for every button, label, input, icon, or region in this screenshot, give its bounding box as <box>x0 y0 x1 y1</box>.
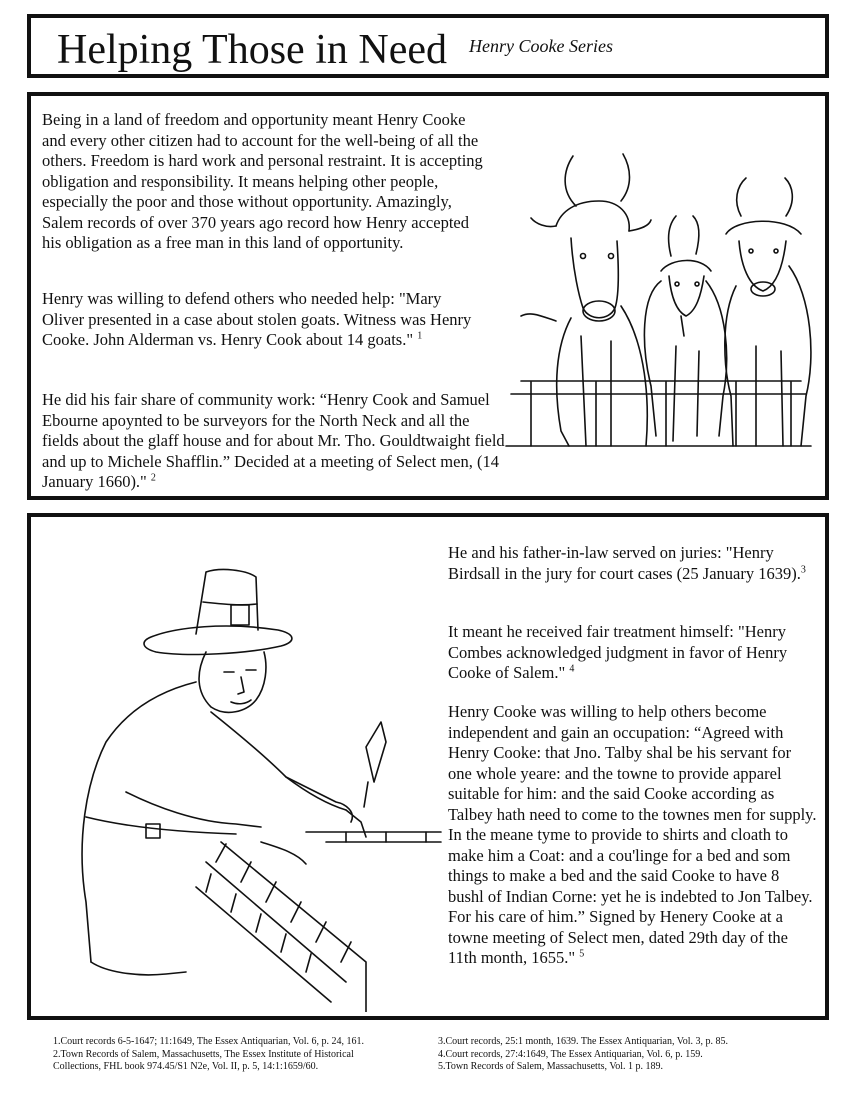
jury-paragraph: He and his father-in-law served on juries: "Henry Birdsall in the jury for court cases (25 January 1639).$^3$ <box>448 543 806 583</box>
title-banner <box>27 14 829 78</box>
footnote-ref-3: 3 <box>800 564 806 575</box>
judgment-paragraph: It meant he received fair treatment himself: "Henry Combes acknowledged judgment in favor of Henry Cooke of Salem." $^4$ <box>448 622 788 682</box>
footnote-ref-4: 4 <box>569 663 575 675</box>
goats-and-cattle-illustration <box>501 146 821 496</box>
pilgrim-bricklayer-illustration <box>46 542 446 1012</box>
footnote-line: 2.Town Records of Salem, Massachusetts, The Essex Institute of Historical <box>53 1048 354 1060</box>
section-bricklayer <box>27 513 829 1020</box>
footnote-line: 3.Court records, 25:1 month, 1639. The Essex Antiquarian, Vol. 3, p. 85. <box>438 1036 728 1047</box>
footnote-line: 5.Town Records of Salem, Massachusetts, Vol. 1 p. 189. <box>438 1061 664 1072</box>
footnote-ref-2: 2 <box>150 472 156 484</box>
surveyor-paragraph: He did his fair share of community work: “Henry Cook and Samuel Ebourne apoynted to be surveyors for the North Neck and all the fields about the glaff house and for about Mr. Tho. Gouldtwaight field and up to Michele Shafflin.” Decided at a meeting of Select men, (14 January 1660)." $^2$ <box>42 390 505 491</box>
footnote-ref-5: 5 <box>579 948 585 960</box>
footnote-line: 4.Court records, 27:4:1649, The Essex Antiquarian, Vol. 6, p. 159. <box>438 1048 703 1060</box>
intro-paragraph: Being in a land of freedom and opportunity meant Henry Cooke and every other citizen had to account for the well-being of all the others. Freedom is hard work and personal restraint. It is accepting obligation and responsibility. It means helping other people, especially the poor and those without opportunity. Amazingly, Salem records of over 370 years ago record how Henry accepted his obligation as a free man in this land of opportunity. <box>42 110 483 252</box>
footnotes-left-column <box>53 1036 428 1074</box>
servant-paragraph: Henry Cooke was willing to help others become independent and gain an occupation: “Agreed with Henry Cooke: that Jno. Talby shal be his servant for one whole yeare: and the towne to provide apparel suitable for him: and the said Cooke according as Talbey hath need to come to the townes men for supply. In the meane tyme to provide to shirts and cloath to make him a Coat: and a cou'linge for a bed and som things to make a bed and the said Cooke to have 8 bushl of Indian Corne: yet he is indebted to Jon Talbey. For his care of him.” Signed by Henery Cooke at a towne meeting of Select men, dated 29th day of the 11th month, 1655." $^5$ <box>448 702 817 967</box>
series-subtitle: Henry Cooke Series <box>469 36 613 56</box>
section-goats <box>27 92 829 500</box>
page-title: Helping Those in Need <box>57 27 447 73</box>
goats-paragraph: Henry was willing to defend others who needed help: "Mary Oliver presented in a case about stolen goats. Witness was Henry Cooke. John Alderman vs. Henry Cook about 14 goats." $^1$ <box>42 289 472 349</box>
footnote-line: 1.Court records 6-5-1647; 11:1649, The Essex Antiquarian, Vol. 6, p. 24, 161. <box>53 1036 364 1047</box>
footnote-line: Collections, FHL book 974.45/S1 N2e, Vol. II, p. 5, 14:1:1659/60. <box>53 1061 319 1072</box>
footnotes-right-column <box>438 1036 823 1074</box>
footnote-ref-1: 1 <box>417 330 423 342</box>
